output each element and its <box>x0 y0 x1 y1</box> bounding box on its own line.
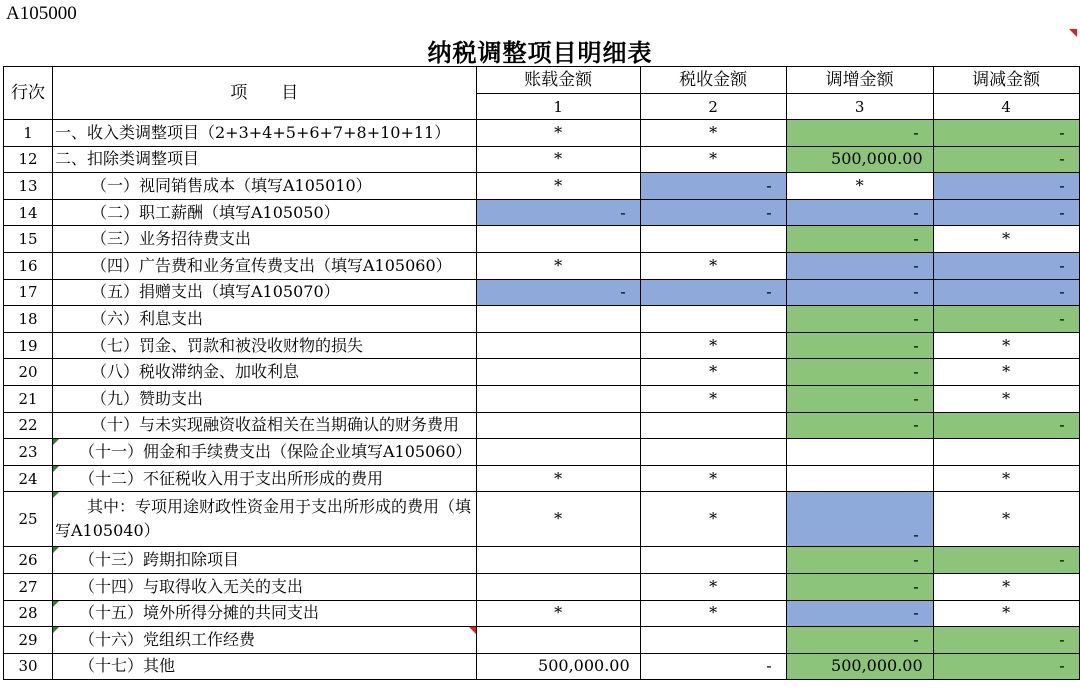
tax-amount-cell[interactable]: * <box>640 359 786 386</box>
tax-amount-cell[interactable] <box>640 226 786 253</box>
book-amount-cell[interactable] <box>476 627 640 654</box>
row-item[interactable] <box>53 627 477 654</box>
row-item-label: （十三）跨期扣除项目 <box>79 550 240 570</box>
increase-amount-cell[interactable]: * <box>786 173 933 200</box>
decrease-amount-cell[interactable] <box>933 439 1079 466</box>
table-row <box>4 385 1080 412</box>
comment-flag-icon <box>1069 29 1077 37</box>
col-num-4: 4 <box>933 94 1079 120</box>
table-row <box>4 492 1080 547</box>
row-number: 20 <box>4 359 53 386</box>
increase-amount-cell[interactable]: - <box>786 332 933 359</box>
row-number: 21 <box>4 385 53 412</box>
book-amount-cell[interactable]: 500,000.00 <box>476 653 640 680</box>
note-flag-icon <box>53 601 59 607</box>
decrease-amount-cell[interactable]: - <box>933 653 1079 680</box>
increase-amount-cell[interactable]: - <box>786 600 933 627</box>
row-item[interactable]: （七）罚金、罚款和被没收财物的损失 <box>53 332 477 359</box>
tax-amount-cell[interactable] <box>640 412 786 439</box>
row-number: 23 <box>4 439 53 466</box>
row-item[interactable] <box>53 439 477 466</box>
decrease-amount-cell[interactable]: - <box>933 279 1079 306</box>
row-item[interactable]: 二、扣除类调整项目 <box>53 146 477 173</box>
decrease-amount-cell[interactable]: - <box>933 146 1079 173</box>
row-item[interactable]: （十七）其他 <box>53 653 477 680</box>
row-number: 30 <box>4 653 53 680</box>
col-num-3: 3 <box>786 94 933 120</box>
row-item-label: （十五）境外所得分摊的共同支出 <box>79 603 320 623</box>
table-row <box>4 199 1080 226</box>
increase-amount-cell[interactable]: - <box>786 252 933 279</box>
row-item[interactable] <box>53 492 477 547</box>
book-amount-cell[interactable]: * <box>476 492 640 547</box>
comment-flag-icon <box>469 627 476 634</box>
row-item[interactable]: （四）广告费和业务宣传费支出（填写A105060） <box>53 252 477 279</box>
tax-amount-cell[interactable]: * <box>640 465 786 492</box>
book-amount-cell[interactable] <box>476 385 640 412</box>
row-item[interactable]: （六）利息支出 <box>53 306 477 333</box>
tax-amount-cell[interactable]: * <box>640 492 786 547</box>
increase-amount-cell[interactable]: - <box>786 627 933 654</box>
tax-amount-cell[interactable]: * <box>640 385 786 412</box>
decrease-amount-cell[interactable]: * <box>933 385 1079 412</box>
book-amount-cell[interactable]: * <box>476 173 640 200</box>
table-row <box>4 173 1080 200</box>
book-amount-cell[interactable] <box>476 573 640 600</box>
tax-amount-cell[interactable]: - <box>640 653 786 680</box>
row-item[interactable]: （三）业务招待费支出 <box>53 226 477 253</box>
increase-amount-cell[interactable]: - <box>786 120 933 147</box>
table-row <box>4 627 1080 654</box>
decrease-amount-cell[interactable]: * <box>933 573 1079 600</box>
note-flag-icon <box>53 492 59 498</box>
row-number: 12 <box>4 146 53 173</box>
increase-amount-cell[interactable]: - <box>786 412 933 439</box>
table-row <box>4 573 1080 600</box>
table-row <box>4 332 1080 359</box>
book-amount-cell[interactable]: * <box>476 146 640 173</box>
tax-amount-cell[interactable] <box>640 306 786 333</box>
row-number: 27 <box>4 573 53 600</box>
note-flag-icon <box>53 627 59 633</box>
decrease-amount-cell[interactable]: - <box>933 412 1079 439</box>
table-row <box>4 252 1080 279</box>
book-amount-cell[interactable]: * <box>476 465 640 492</box>
book-amount-cell[interactable] <box>476 439 640 466</box>
row-number: 18 <box>4 306 53 333</box>
decrease-amount-cell[interactable]: * <box>933 332 1079 359</box>
row-number: 15 <box>4 226 53 253</box>
decrease-amount-cell[interactable]: - <box>933 252 1079 279</box>
decrease-amount-cell[interactable]: - <box>933 627 1079 654</box>
tax-amount-cell[interactable] <box>640 547 786 574</box>
increase-amount-cell[interactable]: - <box>786 199 933 226</box>
book-amount-cell[interactable]: - <box>476 199 640 226</box>
increase-amount-cell[interactable]: - <box>786 226 933 253</box>
tax-amount-cell[interactable]: * <box>640 600 786 627</box>
decrease-amount-cell[interactable]: * <box>933 492 1079 547</box>
row-number: 24 <box>4 465 53 492</box>
table-row <box>4 600 1080 627</box>
book-amount-cell[interactable] <box>476 359 640 386</box>
book-amount-cell[interactable] <box>476 547 640 574</box>
book-amount-cell[interactable] <box>476 412 640 439</box>
col-num-2: 2 <box>640 94 786 120</box>
tax-amount-cell[interactable]: - <box>640 199 786 226</box>
increase-amount-cell[interactable] <box>786 439 933 466</box>
note-flag-icon <box>53 466 59 472</box>
row-item[interactable]: （九）赞助支出 <box>53 385 477 412</box>
row-item-label: （十六）党组织工作经费 <box>79 629 256 649</box>
row-number: 17 <box>4 279 53 306</box>
increase-amount-cell[interactable]: - <box>786 573 933 600</box>
increase-amount-cell[interactable]: 500,000.00 <box>786 146 933 173</box>
increase-amount-cell[interactable]: - <box>786 385 933 412</box>
table-row <box>4 359 1080 386</box>
book-amount-cell[interactable] <box>476 226 640 253</box>
book-amount-cell[interactable]: * <box>476 600 640 627</box>
row-number: 28 <box>4 600 53 627</box>
decrease-amount-cell[interactable]: * <box>933 600 1079 627</box>
decrease-amount-cell[interactable]: * <box>933 226 1079 253</box>
book-amount-cell[interactable] <box>476 306 640 333</box>
header-row <box>4 67 1080 94</box>
note-flag-icon <box>53 547 59 553</box>
row-item[interactable]: （一）视同销售成本（填写A105010） <box>53 173 477 200</box>
tax-amount-cell[interactable] <box>640 439 786 466</box>
decrease-amount-cell[interactable]: - <box>933 173 1079 200</box>
table-row <box>4 279 1080 306</box>
header-row-no: 行次 <box>4 67 53 120</box>
increase-amount-cell[interactable]: 500,000.00 <box>786 653 933 680</box>
row-item[interactable] <box>53 547 477 574</box>
tax-amount-cell[interactable] <box>640 627 786 654</box>
form-code: A105000 <box>6 3 77 24</box>
row-item[interactable]: （十）与未实现融资收益相关在当期确认的财务费用 <box>53 412 477 439</box>
decrease-amount-cell[interactable]: - <box>933 120 1079 147</box>
row-number: 19 <box>4 332 53 359</box>
increase-amount-cell[interactable]: - <box>786 547 933 574</box>
tax-amount-cell[interactable]: * <box>640 120 786 147</box>
table-row <box>4 146 1080 173</box>
header-book-amount: 账载金额 <box>476 67 640 94</box>
tax-amount-cell[interactable]: * <box>640 573 786 600</box>
increase-amount-cell[interactable] <box>786 465 933 492</box>
row-number: 13 <box>4 173 53 200</box>
header-increase-amount: 调增金额 <box>786 67 933 94</box>
tax-adjustment-table <box>3 66 1080 680</box>
table-row <box>4 412 1080 439</box>
row-number: 22 <box>4 412 53 439</box>
row-number: 25 <box>4 492 53 547</box>
table-row <box>4 439 1080 466</box>
header-item: 项 目 <box>53 67 477 120</box>
row-number: 16 <box>4 252 53 279</box>
table-row <box>4 306 1080 333</box>
book-amount-cell[interactable]: - <box>476 279 640 306</box>
tax-amount-cell[interactable]: - <box>640 279 786 306</box>
tax-amount-cell[interactable]: - <box>640 173 786 200</box>
row-number: 1 <box>4 120 53 147</box>
header-tax-amount: 税收金额 <box>640 67 786 94</box>
table-row <box>4 547 1080 574</box>
decrease-amount-cell[interactable]: - <box>933 199 1079 226</box>
increase-amount-cell[interactable]: - <box>786 306 933 333</box>
row-item-label: （十二）不征税收入用于支出所形成的费用 <box>79 468 384 488</box>
row-item[interactable] <box>53 465 477 492</box>
book-amount-cell[interactable] <box>476 332 640 359</box>
col-num-1: 1 <box>476 94 640 120</box>
header-decrease-amount: 调减金额 <box>933 67 1079 94</box>
row-item[interactable]: 一、收入类调整项目（2+3+4+5+6+7+8+10+11） <box>53 120 477 147</box>
decrease-amount-cell[interactable]: * <box>933 465 1079 492</box>
row-item[interactable]: （五）捐赠支出（填写A105070） <box>53 279 477 306</box>
row-number: 29 <box>4 627 53 654</box>
sheet-title: 纳税调整项目明细表 <box>427 38 653 67</box>
row-item-label: （十一）佣金和手续费支出（保险企业填写A105060） <box>79 441 472 461</box>
tax-amount-cell[interactable]: * <box>640 146 786 173</box>
decrease-amount-cell[interactable]: - <box>933 547 1079 574</box>
tax-amount-cell[interactable]: * <box>640 252 786 279</box>
increase-amount-cell[interactable]: - <box>786 359 933 386</box>
table-row <box>4 120 1080 147</box>
row-number: 14 <box>4 199 53 226</box>
note-flag-icon <box>53 439 59 445</box>
row-item[interactable]: （二）职工薪酬（填写A105050） <box>53 199 477 226</box>
increase-amount-cell[interactable]: - <box>786 492 933 547</box>
row-item[interactable]: （八）税收滞纳金、加收利息 <box>53 359 477 386</box>
decrease-amount-cell[interactable]: * <box>933 359 1079 386</box>
row-item[interactable] <box>53 600 477 627</box>
book-amount-cell[interactable]: * <box>476 252 640 279</box>
book-amount-cell[interactable]: * <box>476 120 640 147</box>
tax-amount-cell[interactable]: * <box>640 332 786 359</box>
table-row <box>4 653 1080 680</box>
row-item[interactable]: （十四）与取得收入无关的支出 <box>53 573 477 600</box>
decrease-amount-cell[interactable]: - <box>933 306 1079 333</box>
table-row <box>4 465 1080 492</box>
table-row <box>4 226 1080 253</box>
row-number: 26 <box>4 547 53 574</box>
row-item-label: 其中：专项用途财政性资金用于支出所形成的费用（填写A105040） <box>55 497 472 541</box>
increase-amount-cell[interactable]: - <box>786 279 933 306</box>
